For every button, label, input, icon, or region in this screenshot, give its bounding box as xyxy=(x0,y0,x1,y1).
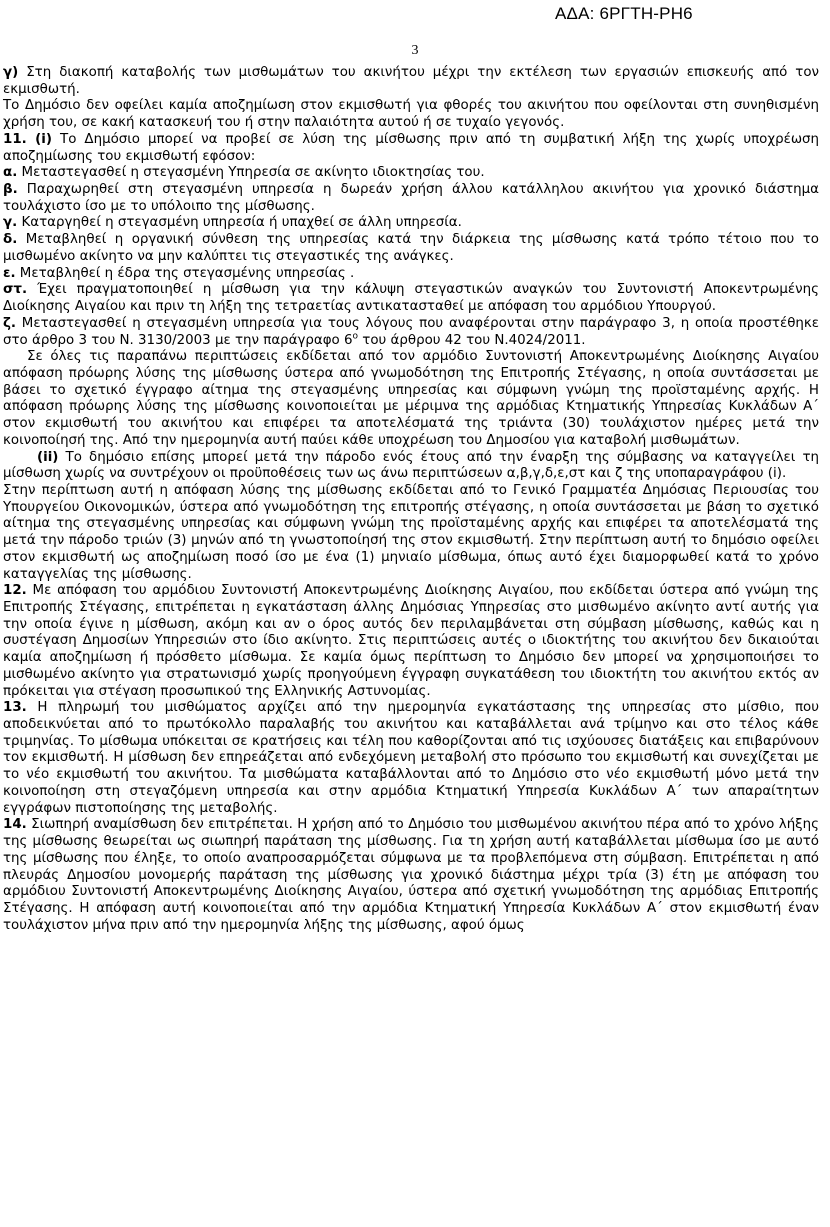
paragraph-no-compensation xyxy=(3,98,819,131)
paragraph-11-i xyxy=(3,132,819,165)
paragraph-13 xyxy=(3,700,819,817)
paragraph-termination-decision xyxy=(3,483,819,583)
list-item-z xyxy=(3,316,819,349)
document-body xyxy=(3,65,819,934)
list-item-e xyxy=(3,266,819,283)
section-number: 12. xyxy=(3,583,27,599)
page-number: 3 xyxy=(411,43,419,58)
item-marker: ζ. xyxy=(3,315,16,331)
paragraph-text: Σε όλες τις παραπάνω περιπτώσεις εκδίδεται από τον αρμόδιο Συντονιστή Αποκεντρωμένης Διοίκησης Αιγαίου απόφαση πρόωρης λύσης της μίσθωσης ύστερα από γνωμοδότηση της Επιτροπής Στέγασης, η οποία συντάσσεται με βάσει το σχετικό έγγραφο αίτημα της στεγασμένης υπηρεσίας και σύμφωνη γνώμη της προϊσταμένης αρχής. Η απόφαση πρόωρης λύσης της μίσθωσης κοινοποιείται με μέριμνα της αρμόδιας Κτηματικής Υπηρεσίας Κυκλάδων Α΄ στον εκμισθωτή του ακινήτου και επιφέρει τα αποτελέσματά της τριάντα (30) τουλάχιστον ημέρες μετά την κοινοποίησή της. Από την ημερομηνία αυτή παύει κάθε υποχρέωση του Δημοσίου για καταβολή μισθωμάτων. xyxy=(3,349,819,448)
item-marker: δ. xyxy=(3,232,18,248)
paragraph-text: Μεταστεγασθεί η στεγασμένη Υπηρεσία σε ακίνητο ιδιοκτησίας του. xyxy=(17,165,485,181)
paragraph-12 xyxy=(3,583,819,700)
item-marker: στ. xyxy=(3,282,28,298)
paragraph-text: Μεταβληθεί η οργανική σύνθεση της υπηρεσίας κατά την διάρκεια της μίσθωσης κατά τρόπο τέτοιο που το μισθωμένο ακίνητο να μην καλύπτει τις στεγαστικές της ανάγκες. xyxy=(3,232,819,264)
ordinal-superscript: ο xyxy=(352,331,359,342)
paragraph-text: Παραχωρηθεί στη στεγασμένη υπηρεσία η δωρεάν χρήση άλλου κατάλληλου ακινήτου για χρονικό διάστημα τουλάχιστο ίσο με το υπόλοιπο της μίσθωσης. xyxy=(3,182,819,214)
paragraph-text: Στη διακοπή καταβολής των μισθωμάτων του ακινήτου μέχρι την εκτέλεση των εργασιών επισκευής από τον εκμισθωτή. xyxy=(3,65,819,97)
paragraph-text: Σιωπηρή αναμίσθωση δεν επιτρέπεται. Η χρήση από το Δημόσιο του μισθωμένου ακινήτου πέρα από το χρόνο λήξης της μίσθωσης θεωρείται ως σιωπηρή παράταση της μίσθωσης. Για τη χρήση αυτή καταβάλλεται μίσθωμα ίσο με αυτό της μίσθωσης που έληξε, το οποίο αναπροσαρμόζεται σύμφωνα με τα προβλεπόμενα στη σύμβαση. Επιτρέπεται η από πλευράς Δημοσίου μονομερής παράταση της μίσθωσης για χρονικό διάστημα μέχρι τρία (3) έτη με απόφαση του αρμόδιου Συντονιστή Αποκεντρωμένης Διοίκησης Αιγαίου, ύστερα από σχετική γνωμοδότηση της αρμόδιας Επιτροπής Στέγασης. Η απόφαση αυτή κοινοποιείται από την αρμόδια Κτηματική Υπηρεσία Κυκλάδων Α΄ στον εκμισθωτή έναν τουλάχιστον μήνα πριν από την ημερομηνία λήξης της μίσθωσης, αφού όμως xyxy=(3,817,819,933)
list-item-d xyxy=(3,232,819,265)
list-item-a xyxy=(3,165,819,182)
item-marker: γ. xyxy=(3,215,18,231)
list-item-g xyxy=(3,215,819,232)
paragraph-text: Στην περίπτωση αυτή η απόφαση λύσης της μίσθωσης εκδίδεται από το Γενικό Γραμματέα Δημόσιας Περιουσίας του Υπουργείου Οικονομικών, ύστερα από γνωμοδότηση της επιτροπής στέγασης, η οποία συντάσσεται με βάση το σχετικό αίτημα της στεγασμένης υπηρεσίας και σύμφωνη γνώμη της προϊσταμένης αρχής και επιφέρει τα αποτελέσματά της μετά την πάροδο τριών (3) μηνών από τη γνωστοποίησή της στον εκμισθωτή. Στην περίπτωση αυτή το δημόσιο οφείλει στον εκμισθωτή ως αποζημίωση ποσό ίσο με ένα (1) μηνιαίο μίσθωμα, όπως αυτό έχει διαμορφωθεί κατά το χρόνο καταγγελίας της μίσθωσης. xyxy=(3,482,819,582)
paragraph-11-ii xyxy=(3,450,819,483)
item-marker: γ) xyxy=(3,65,19,80)
paragraph-text: Μεταβληθεί η έδρα της στεγασμένης υπηρεσίας . xyxy=(15,265,355,281)
section-number: 14. xyxy=(3,817,27,833)
section-number: 13. xyxy=(3,700,27,716)
paragraph-text: Έχει πραγματοποιηθεί η μίσθωση για την κάλυψη στεγαστικών αναγκών του Συντονιστή Αποκεντρωμένης Διοίκησης Αιγαίου και πριν τη λήξη της τετραετίας αντικατασταθεί με απόφαση του αρμόδιου Υπουργού. xyxy=(3,282,819,315)
paragraph-text: Το δημόσιο επίσης μπορεί μετά την πάροδο ενός έτους από την έναρξη της σύμβασης να καταγγείλει τη μίσθωση χωρίς να συντρέχουν οι προϋποθέσεις των ως άνω περιπτώσεων α,β,γ,δ,ε,στ και ζ της υποπαραγράφου (i). xyxy=(3,449,819,482)
paragraph-14 xyxy=(3,817,819,934)
paragraph-text: Καταργηθεί η στεγασμένη υπηρεσία ή υπαχθεί σε άλλη υπηρεσία. xyxy=(17,215,462,231)
list-item-b xyxy=(3,182,819,215)
paragraph-text: Η πληρωμή του μισθώματος αρχίζει από την ημερομηνία εγκατάστασης της υπηρεσίας στο μίσθιο, που αποδεικνύεται από το πρωτόκολλο παραλαβής του ακινήτου και καταβάλλεται ανά τρίμηνο και στο τέλος κάθε τριμηνίας. Το μίσθωμα υπόκειται σε κρατήσεις και τέλη που καθορίζονται από τις ισχύουσες διατάξεις και επιβαρύνουν τον εκμισθωτή. Η μίσθωση δεν επηρεάζεται από ενδεχόμενη μεταβολή στο πρόσωπο του εκμισθωτή και συνεχίζεται με το νέο εκμισθωτή του ακινήτου. Τα μισθώματα καταβάλλονται από το Δημόσιο στο νέο εκμισθωτή μόνο μετά την κοινοποίηση στη στεγαζόμενη υπηρεσία και στην αρμόδια Κτηματική Υπηρεσία Κυκλάδων Α΄ των απαραίτητων εγγράφων πιστοποίησης της μεταβολής. xyxy=(3,700,819,816)
list-item-st xyxy=(3,282,819,315)
item-marker: β. xyxy=(3,182,18,198)
paragraph-early-termination xyxy=(3,349,819,449)
section-number: (ii) xyxy=(37,449,59,465)
paragraph-text: Το Δημόσιο μπορεί να προβεί σε λύση της μίσθωσης πριν από τη συμβατική λήξη της χωρίς υποχρέωση αποζημίωσης του εκμισθωτή εφόσον: xyxy=(3,131,819,164)
paragraph-text: του άρθρου 42 του Ν.4024/2011. xyxy=(358,332,586,348)
ada-code: ΑΔΑ: 6ΡΓΤΗ-ΡΗ6 xyxy=(555,4,693,23)
paragraph-text: Το Δημόσιο δεν οφείλει καμία αποζημίωση στον εκμισθωτή για φθορές του ακινήτου που οφείλονται στη συνηθισμένη χρήση του, σε κακή κατασκευή του ή στην παλαιότητα αυτού ή σε τυχαίο γεγονός. xyxy=(3,98,819,131)
paragraph-text: Με απόφαση του αρμόδιου Συντονιστή Αποκεντρωμένης Διοίκησης Αιγαίου, που εκδίδεται ύστερα από γνώμη της Επιτροπής Στέγασης, επιτρέπεται η εγκατάσταση άλλης Δημόσιας Υπηρεσίας στο μισθωμένο ακίνητο αντί αυτής για την οποία έγινε η μίσθωση, ακόμη και αν ο όρος αυτός δεν περιλαμβάνεται στη σύμβαση μίσθωσης, καθώς και η συστέγαση Δημοσίων Υπηρεσιών στο ίδιο ακίνητο. Στις περιπτώσεις αυτές ο ιδιοκτήτης του ακινήτου δεν δικαιούται καμία αποζημίωση ή πρόσθετο μίσθωμα. Σε καμία όμως περίπτωση το Δημόσιο δεν μπορεί να χρησιμοποιήσει το μισθωμένο ακίνητο για στρατωνισμό χωρίς προηγούμενη έγγραφη συγκατάθεση του ιδιοκτήτη του ακινήτου εκτός αν πρόκειται για στέγαση προσωπικού της Ελληνικής Αστυνομίας. xyxy=(3,583,819,699)
paragraph-10g xyxy=(3,65,819,98)
paragraph-text: Μεταστεγασθεί η στεγασμένη υπηρεσία για τους λόγους που αναφέρονται στην παράγραφο 3, η οποία προστέθηκε στο άρθρο 3 του Ν. 3130/2003 με την παράγραφο 6 xyxy=(3,315,819,348)
section-number: 11. (i) xyxy=(3,131,52,147)
item-marker: α. xyxy=(3,165,18,181)
item-marker: ε. xyxy=(3,265,16,281)
